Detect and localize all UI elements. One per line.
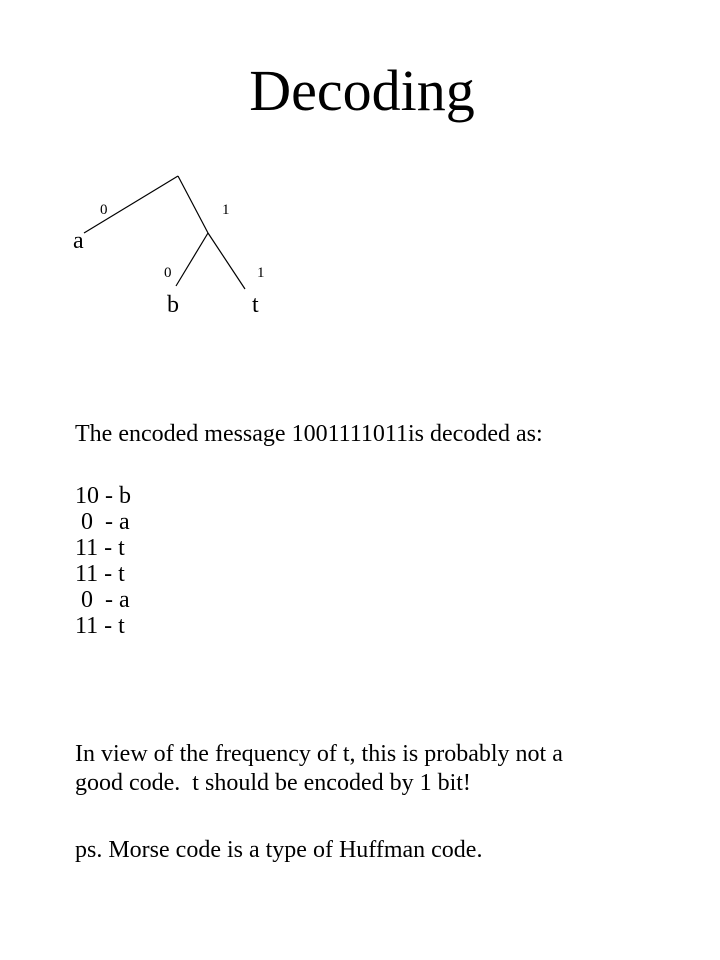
decoded-row: 0 - a [75,509,130,535]
root-right-bit: 1 [222,202,230,218]
edge-root-left [84,176,178,233]
leaf-a: a [73,228,84,254]
edge-root-right [178,176,208,233]
leaf-t: t [252,292,259,318]
ps-note: ps. Morse code is a type of Huffman code. [75,837,483,863]
decoded-row: 0 - a [75,587,130,613]
decoded-row: 11 - t [75,535,125,561]
inner-left-bit: 0 [164,265,172,281]
leaf-b: b [167,292,179,318]
page-title: Decoding [249,58,475,123]
edge-inner-right [208,233,245,289]
edge-inner-left [176,233,208,286]
note-line-1: In view of the frequency of t, this is probably not a [75,741,563,767]
decoded-row: 11 - t [75,561,125,587]
decoded-row: 11 - t [75,613,125,639]
root-left-bit: 0 [100,202,108,218]
intro-text: The encoded message 1001111011is decoded as: [75,421,543,447]
inner-right-bit: 1 [257,265,265,281]
decoded-row: 10 - b [75,483,131,509]
decoded-list [75,483,131,639]
note-line-2: good code. t should be encoded by 1 bit! [75,770,471,796]
